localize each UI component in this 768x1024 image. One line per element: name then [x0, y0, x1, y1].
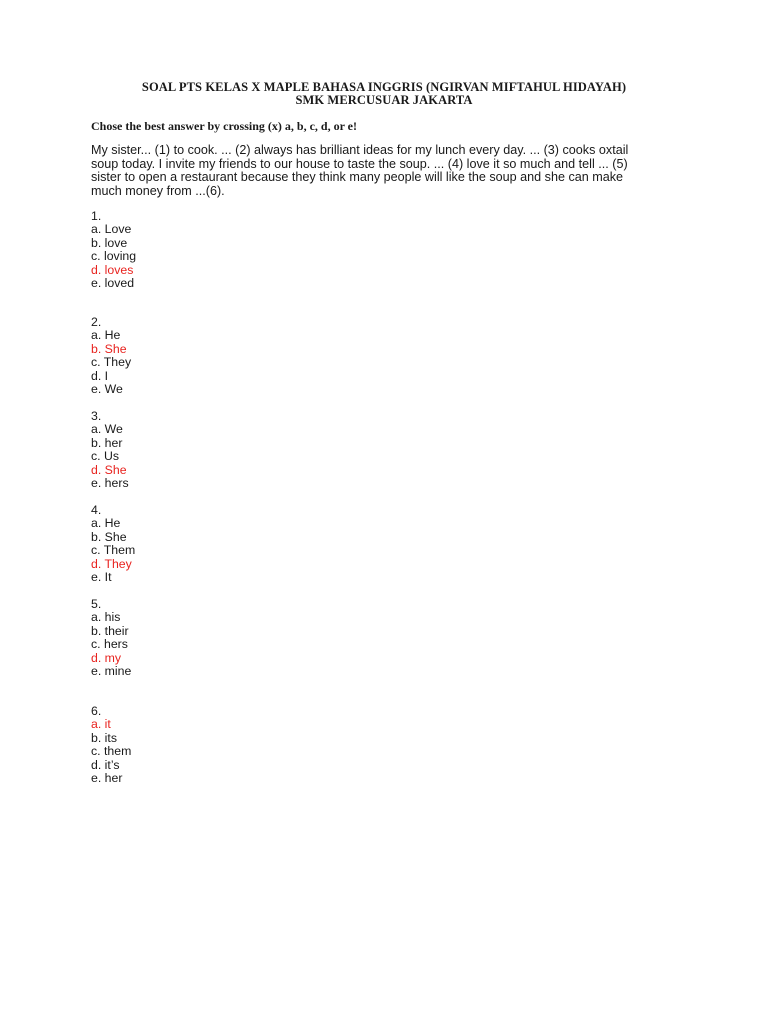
- option-c: c. Us: [91, 449, 120, 464]
- option-d-marked-answer: d. my: [91, 650, 122, 665]
- question-number: 2.: [91, 315, 102, 329]
- option-b: b. her: [91, 435, 123, 450]
- option-a: a. Love: [91, 222, 132, 237]
- question-2: [91, 316, 131, 396]
- option-e: e. hers: [91, 476, 129, 491]
- option-a: a. He: [91, 328, 121, 343]
- question-4: [91, 504, 135, 584]
- question-6: [91, 705, 131, 785]
- question-number: 1.: [91, 209, 102, 223]
- option-c: c. loving: [91, 249, 137, 264]
- option-a: a. He: [91, 516, 121, 531]
- question-1: [91, 210, 136, 290]
- option-e: e. We: [91, 382, 123, 397]
- passage-line: sister to open a restaurant because they think many people will like the soup and she can make: [91, 170, 624, 184]
- school-name: SMK MERCUSUAR JAKARTA: [295, 93, 473, 107]
- option-a: a. his: [91, 610, 121, 625]
- passage-line: soup today. I invite my friends to our house to taste the soup. ... (4) love it so much and tell ... (5): [91, 156, 628, 171]
- option-c: c. They: [91, 355, 132, 370]
- question-5: [91, 598, 131, 678]
- option-d: d. it’s: [91, 757, 120, 772]
- option-c: c. hers: [91, 637, 128, 652]
- option-b: b. She: [91, 529, 127, 544]
- document-title: SOAL PTS KELAS X MAPLE BAHASA INGGRIS (NGIRVAN MIFTAHUL HIDAYAH): [141, 80, 627, 94]
- reading-passage: [91, 144, 671, 198]
- question-number: 5.: [91, 597, 102, 611]
- option-b-marked-answer: b. She: [91, 341, 127, 356]
- option-c: c. them: [91, 744, 132, 759]
- option-d-marked-answer: d. loves: [91, 262, 134, 277]
- option-a: a. We: [91, 422, 123, 437]
- option-e: e. It: [91, 570, 112, 585]
- option-c: c. Them: [91, 543, 136, 558]
- option-b: b. love: [91, 235, 128, 250]
- option-d-marked-answer: d. She: [91, 462, 127, 477]
- passage-line: My sister... (1) to cook. ... (2) always has brilliant ideas for my lunch every day. ... (3) cooks oxtail: [91, 143, 629, 157]
- option-e: e. her: [91, 771, 123, 786]
- question-number: 6.: [91, 704, 102, 718]
- passage-line: much money from ...(6).: [91, 183, 225, 198]
- question-3: [91, 410, 129, 490]
- option-d: d. I: [91, 368, 109, 383]
- option-b: b. its: [91, 730, 117, 745]
- option-e: e. loved: [91, 276, 135, 291]
- question-number: 3.: [91, 409, 102, 423]
- option-d-marked-answer: d. They: [91, 556, 132, 571]
- option-a-marked-answer: a. it: [91, 717, 111, 732]
- option-b: b. their: [91, 623, 129, 638]
- question-number: 4.: [91, 503, 102, 517]
- option-e: e. mine: [91, 664, 132, 679]
- instruction-text: Chose the best answer by crossing (x) a, b, c, d, or e!: [91, 119, 357, 133]
